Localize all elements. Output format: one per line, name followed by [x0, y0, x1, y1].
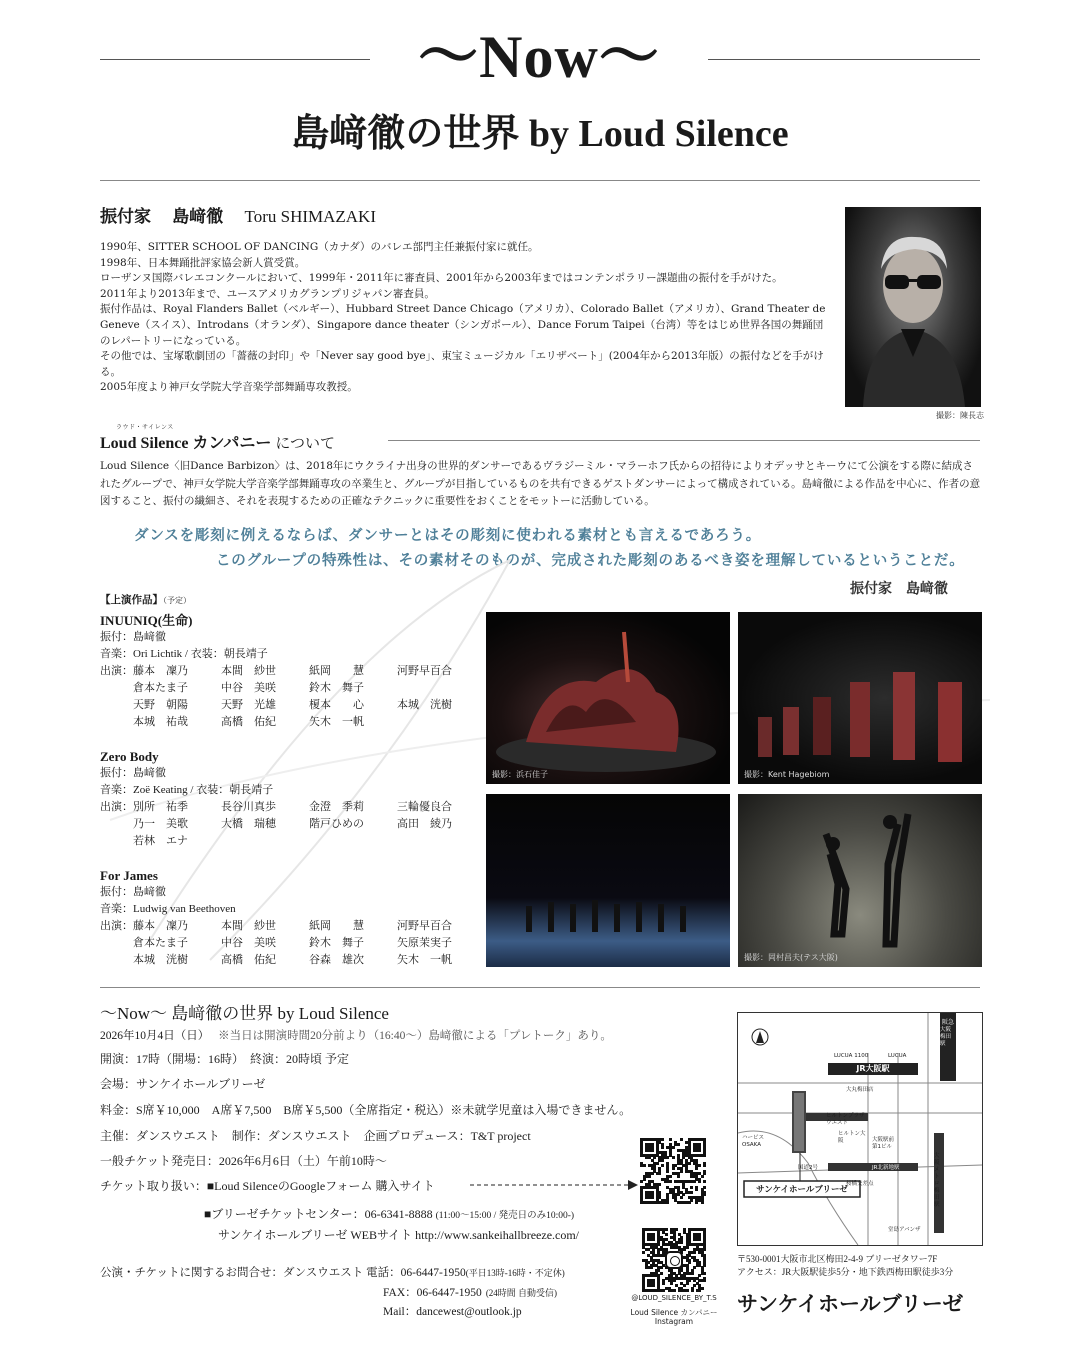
venue-address: 〒530-0001大阪市北区梅田2-4-9 ブリーゼタワー7F — [737, 1254, 938, 1264]
choreographer-roman: Toru SHIMAZAKI — [244, 207, 376, 226]
cast-member: 高橋 佑紀 — [221, 716, 276, 728]
venue-access: アクセス：JR大阪駅徒歩5分・地下鉄西梅田駅徒歩3分 — [737, 1267, 954, 1277]
bio-line: 2005年度より神戸女学院大学音楽学部舞踊専攻教授。 — [100, 381, 358, 394]
cast-member: 天野 朝陽 — [133, 699, 188, 711]
company-text: Loud Silence〈旧Dance Barbizon〉は、2018年にウクライナ出身の世界的ダンサーであるヴラジーミル・マラーホフ氏からの招待によりオデッサとキーウにて公演をする際に結成されたグループで、神戸女学院大学音楽学部舞踊専攻の卒業生と、グループが目指しているものを共有できるゲストダンサーによって構成されている。島﨑徹による作品を中心に、作者の意図すること、振付の繊細さ、それを表現するための正確なテクニックに重要性をおくことをモットーに活動している。 — [100, 460, 981, 507]
map-label: ヒルトン大阪 — [838, 1131, 866, 1144]
cast-member: 倉本たま子 — [133, 937, 188, 949]
bio-line: ローザンヌ国際バレエコンクールにおいて、1999年・2011年に審査員、2001年から2003年まではコンテンポラリー課題曲の振付を手がけた。 — [100, 272, 783, 285]
cast-member — [397, 680, 485, 697]
cast-member: 金澄 季莉 — [309, 801, 364, 813]
cast-member: 中谷 美咲 — [221, 682, 276, 694]
company-ruby: ラウド・サイレンス — [116, 424, 174, 431]
photo-dancers-line — [738, 612, 982, 784]
cast-member: 矢木 一帆 — [309, 716, 364, 728]
cast-member: 倉本たま子 — [133, 682, 188, 694]
work-choreo: 振付：島﨑徹 — [100, 886, 166, 898]
choreographer-bio — [100, 240, 826, 396]
event-time: 開演：17時（開場：16時） 終演：20時頃 予定 — [100, 1052, 350, 1066]
quote-attribution: 振付家 島﨑徹 — [850, 582, 948, 597]
map-label: ヒルトンプラザウエスト — [826, 1113, 865, 1126]
choreographer-portrait — [845, 207, 981, 407]
company-heading-rule — [388, 440, 980, 441]
map-label: 大阪駅前第1ビル — [872, 1137, 895, 1150]
map-label: JR北新地駅 — [872, 1165, 900, 1171]
instagram-label-2: Instagram — [654, 1317, 694, 1326]
event-date-note: ※当日は開演時間20分前より（16:40〜）島﨑徹による「プレトーク」あり。 — [218, 1030, 612, 1042]
photo-caption: 撮影：Kent Hagebiom — [744, 770, 830, 779]
bio-line: 1990年、SITTER SCHOOL OF DANCING（カナダ）のバレエ部門主任兼振付家に就任。 — [100, 241, 539, 253]
cast-member: 紙岡 慧 — [309, 920, 364, 932]
bio-line: 振付作品は、Royal Flanders Ballet（ベルギー）、Hubbard Street Dance Chicago（アメリカ）、Colorado Ballet（アメリカ）、Grand Theater de Geneve（スイス）、Introdans（オランダ）、Singapore dance theater（シンガポール）、Dance Forum Taipei（台湾）等をはじめ世界各国の舞踊団のレパートリーになっている。 — [100, 303, 826, 347]
page-title: 〜Now〜 — [418, 24, 660, 90]
choreographer-heading — [100, 202, 376, 227]
work-music: 音楽：Ori Lichtik / 衣装：朝長靖子 — [100, 648, 268, 660]
instagram-handle: @LOUD_SILENCE_BY_T.S — [631, 1294, 717, 1302]
work-title: INUUNIQ(生命) — [100, 613, 193, 628]
cast-label: 出演： — [100, 920, 133, 932]
map-label: 堂島アバンザ — [888, 1227, 921, 1233]
work-choreo: 振付：島﨑徹 — [100, 767, 166, 779]
instagram-qr-center-icon — [665, 1251, 683, 1269]
works-heading — [100, 592, 191, 607]
company-quote-2: このグループの特殊性は、その素材そのものが、完成された彫刻のあるべき姿を理解しているということだ。 — [216, 553, 965, 569]
ticket-google-form[interactable]: ■Loud SilenceのGoogleフォーム 購入サイト — [206, 1179, 435, 1193]
ticket-row-1 — [100, 1177, 435, 1194]
cast-member: 鈴木 舞子 — [309, 682, 364, 694]
event-organizer: 主催：ダンスウエスト 制作：ダンスウエスト 企画プロデュース：T&T project — [100, 1129, 531, 1143]
photo-zero-body — [486, 794, 730, 967]
company-suffix: カンパニー — [192, 435, 272, 452]
event-top-rule — [100, 987, 980, 988]
portrait-credit: 撮影：陳長志 — [936, 411, 984, 420]
ticket-arrow — [470, 1178, 640, 1192]
choreographer-role: 振付家 — [100, 207, 151, 226]
photo-dancers-cluster — [486, 612, 730, 784]
cast-member: 本間 紗世 — [221, 665, 276, 677]
contact-mail[interactable]: Mail：dancewest@outlook.jp — [383, 1306, 522, 1318]
photo-caption: 撮影：岡村昌夫(テス大阪) — [744, 953, 838, 962]
work-inuuniq — [100, 612, 485, 731]
cast-label: 出演： — [100, 665, 133, 677]
cast-member: 河野早百合 — [397, 920, 452, 932]
header-rule-left — [100, 59, 370, 60]
cast-member: 乃一 美歌 — [133, 818, 188, 830]
cast-member: 本城 祐哉 — [133, 716, 188, 728]
photo-for-james — [738, 794, 982, 967]
works-heading-label: 【上演作品】 — [100, 595, 163, 606]
bio-line: 1998年、日本舞踊批評家協会新人賞受賞。 — [100, 256, 306, 269]
ticket-row-3[interactable]: サンケイホールブリーゼ WEBサイト http://www.sankeihallbreeze.com/ — [218, 1228, 580, 1242]
ticket-qr-code[interactable] — [640, 1138, 706, 1204]
work-title: Zero Body — [100, 749, 159, 764]
map-label: 大丸梅田店 — [846, 1087, 874, 1093]
cast-member: 本城 洸樹 — [133, 954, 188, 966]
work-choreo: 振付：島﨑徹 — [100, 631, 166, 643]
work-cast — [100, 663, 485, 731]
photo-inuuniq-2 — [738, 612, 982, 784]
map-label: LUCUA — [888, 1053, 907, 1059]
bio-line: 2011年より2013年まで、ユースアメリカグランプリジャパン審査員。 — [100, 287, 435, 300]
cast-member: 藤本 凜乃 — [133, 920, 188, 932]
bio-line: その他では、宝塚歌劇団の「薔薇の封印」や「Never say good bye」、東宝ミュージカル「エリザベート」(2004年から2013年版）の振付などを手がける。 — [100, 350, 824, 378]
cast-member: 矢原茉実子 — [397, 937, 452, 949]
contact-tel-note: (平日13時-16時・不定休) — [465, 1268, 565, 1278]
page-subtitle: 島﨑徹の世界 by Loud Silence — [291, 113, 789, 155]
ticket-breeze-hours: (11:00〜15:00 / 発売日のみ10:00-) — [435, 1211, 575, 1221]
map-label: 国道2号 — [798, 1165, 818, 1171]
event-title: 〜Now〜 島﨑徹の世界 by Loud Silence — [100, 1004, 389, 1023]
cast-member: 河野早百合 — [397, 665, 452, 677]
work-cast — [100, 918, 485, 969]
cast-member: 谷森 雄次 — [309, 954, 364, 966]
company-heading — [100, 430, 335, 453]
work-for-james — [100, 867, 485, 969]
header-rule-right — [708, 59, 980, 60]
cast-member: 本城 洸樹 — [397, 699, 452, 711]
portrait-figure — [845, 207, 981, 407]
map-label: 阪急 — [942, 1019, 955, 1026]
work-zero-body — [100, 748, 485, 850]
event-date-value: 2026年10月4日（日） — [100, 1030, 210, 1042]
cast-member: 鈴木 舞子 — [309, 937, 364, 949]
works-heading-note: （予定） — [163, 596, 191, 605]
choreographer-name: 島﨑徹 — [172, 207, 224, 226]
photo-inuuniq — [486, 612, 730, 784]
work-music: 音楽：Zoë Keating / 衣装：朝長靖子 — [100, 784, 274, 796]
ticket-label: チケット取り扱い： — [100, 1179, 207, 1193]
map-station-label: JR大阪駅 — [856, 1064, 890, 1073]
cast-label: 出演： — [100, 801, 133, 813]
cast-member: 中谷 美咲 — [221, 937, 276, 949]
access-map — [737, 1012, 983, 1246]
instagram-label-1: Loud Silence カンパニー — [630, 1308, 718, 1317]
cast-member — [397, 714, 485, 731]
contact-row-2 — [383, 1284, 557, 1300]
cast-member: 若林 エナ — [133, 835, 188, 847]
cast-member: 榎本 心 — [309, 699, 364, 711]
work-title: For James — [100, 868, 158, 883]
cast-member: 藤本 凜乃 — [133, 665, 188, 677]
company-about: について — [275, 436, 336, 452]
company-quote-1: ダンスを彫刻に例えるならば、ダンサーとはその彫刻に使われる素材とも言えるであろう。 — [134, 528, 762, 544]
contact-row-1 — [100, 1264, 565, 1280]
contact-fax-note: (24時間 自動受信) — [485, 1288, 558, 1298]
event-price: 料金：S席￥10,000 A席￥7,500 B席￥5,500（全席指定・税込）※未就学児童は入場できません。 — [100, 1103, 632, 1117]
cast-member: 矢木 一帆 — [397, 954, 452, 966]
ticket-row-2 — [204, 1205, 574, 1222]
event-date — [100, 1027, 612, 1043]
cast-member: 階戸ひめの — [309, 818, 364, 830]
event-sale: 一般チケット発売日：2026年6月6日（土）午前10時〜 — [100, 1154, 387, 1168]
contact-tel[interactable]: 電話：06-6447-1950 — [366, 1267, 466, 1279]
map-label: 大阪梅田駅 — [940, 1027, 952, 1047]
contact-fax: FAX：06-6447-1950 — [383, 1287, 482, 1299]
cast-member: 本間 紗世 — [221, 920, 276, 932]
cast-member: 高橋 佑紀 — [221, 954, 276, 966]
ticket-breeze-center[interactable]: ■ブリーゼチケットセンター：06-6341-8888 — [204, 1207, 433, 1221]
photo-caption: 撮影：浜石佳子 — [492, 770, 548, 779]
event-venue: 会場：サンケイホールブリーゼ — [100, 1077, 266, 1091]
venue-name: サンケイホールブリーゼ — [737, 1292, 964, 1316]
map-label: LUCUA 1100 — [834, 1053, 869, 1059]
map-venue-label: サンケイホールブリーゼ — [756, 1185, 848, 1195]
company-name: Loud Silence — [100, 435, 189, 452]
work-music: 音楽：Ludwig van Beethoven — [100, 903, 236, 915]
header-bottom-rule — [100, 180, 980, 181]
cast-member: 三輪優良合 — [397, 801, 452, 813]
map-label: 桜橋交差点 — [846, 1181, 874, 1187]
map-label: ハービスOSAKA — [742, 1135, 765, 1148]
photo-dancers-row — [486, 794, 730, 967]
photo-dancers-duet — [738, 794, 982, 967]
cast-member: 紙岡 慧 — [309, 665, 364, 677]
cast-member: 長谷川真歩 — [221, 801, 276, 813]
cast-member: 高田 綾乃 — [397, 818, 452, 830]
cast-member: 別所 祐季 — [133, 801, 188, 813]
work-cast — [100, 799, 485, 850]
cast-member: 天野 光雄 — [221, 699, 276, 711]
map-label: 大阪メトロ 梅田駅 — [934, 1153, 940, 1208]
cast-member: 大橋 瑞穂 — [221, 818, 276, 830]
contact-label: 公演・チケットに関するお問合せ：ダンスウエスト — [100, 1267, 364, 1279]
